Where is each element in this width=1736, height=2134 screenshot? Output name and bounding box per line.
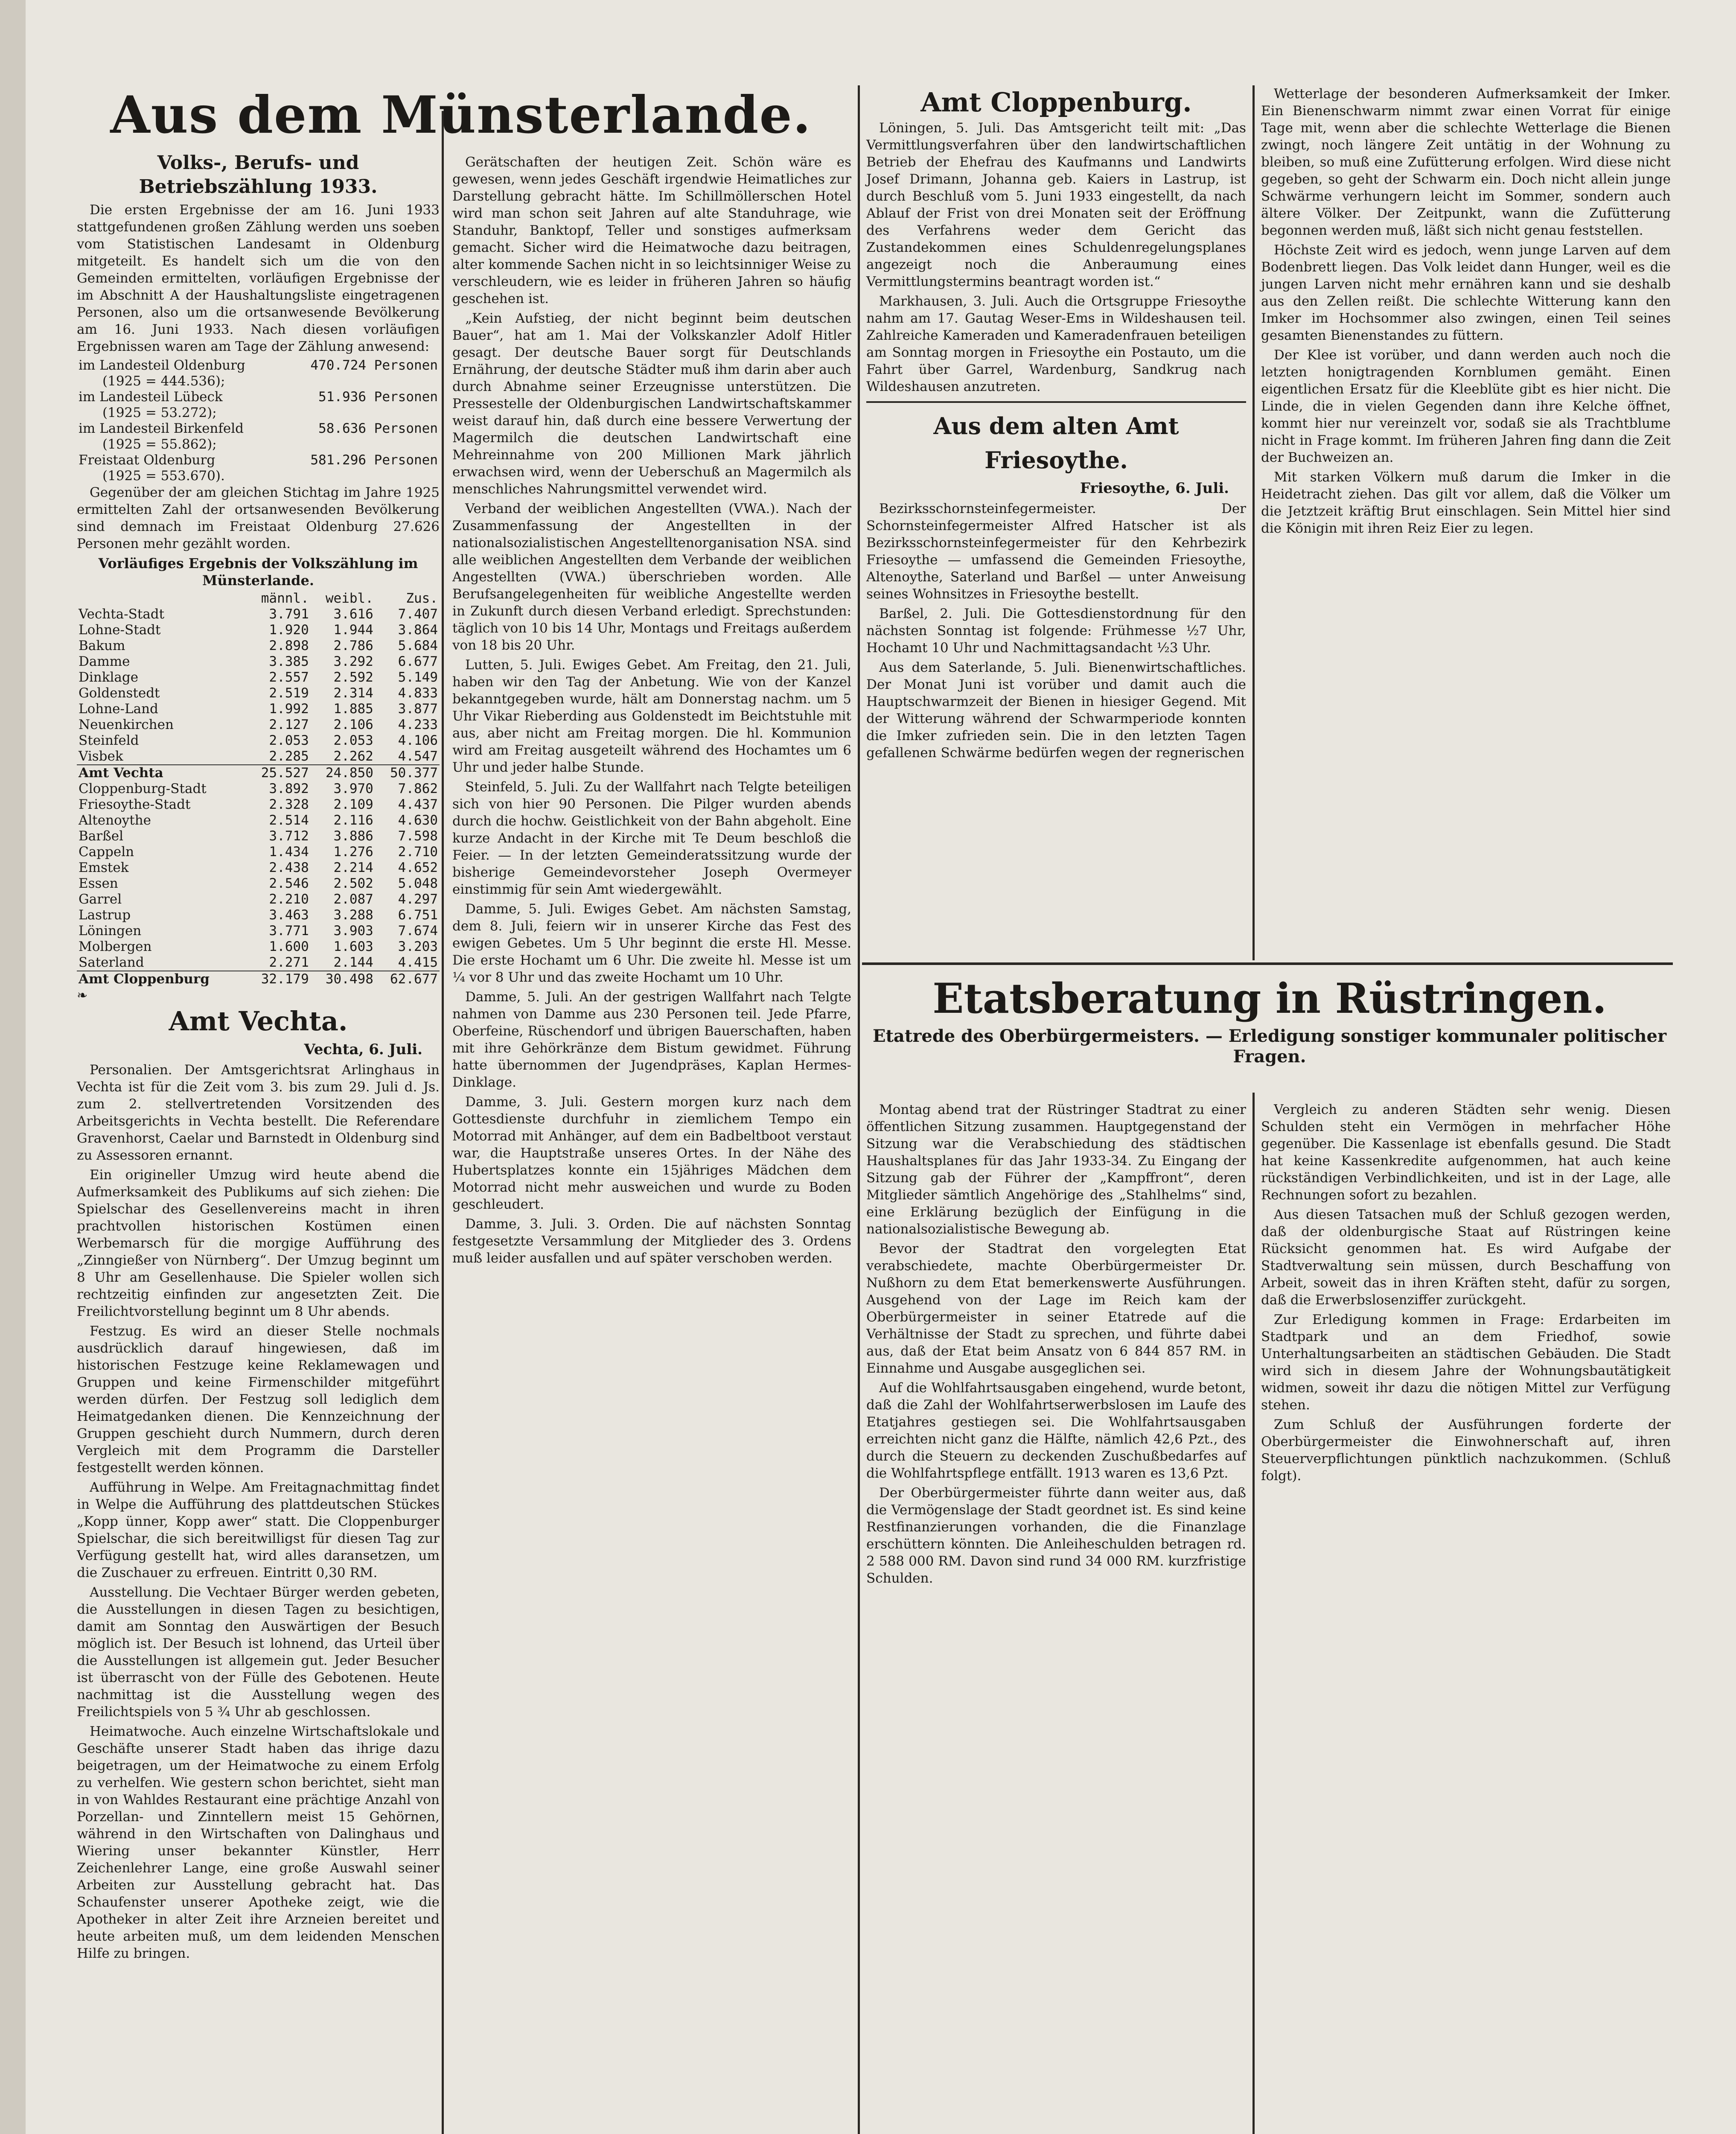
article-paragraph: Damme, 5. Juli. Ewiges Gebet. Am nächsten Samstag, dem 8. Juli, feiern wir in unserer Kirche das Fest des ewigen Gebetes. Um 5 Uhr beginnt die erste Hl. Messe. Die erste Hochamt um 6 Uhr. Die zweite hl. Messe ist um ¼ vor 8 Uhr und das zweite Hochamt um 10 Uhr. [452,901,851,985]
article-paragraph: Heimatwoche. Auch einzelne Wirtschaftslokale und Geschäfte unserer Stadt haben das ihrige dazu beigetragen, um der Heimatwoche zu einem Erfolg zu verhelfen. Wie gestern schon berichtet, sieht man in von Wahldes Restaurant eine prächtige Anzahl von Porzellan- und Zinntellern meist 15 Gehörnen, während in den Wirtschaften von Dalinghaus und Wiering unser bekannter Künstler, Herr Zeichenlehrer Lange, eine große Auswahl seiner Arbeiten zur Ausstellung gebracht hat. Das Schaufenster unserer Apotheke zeigt, wie die Apotheker in alter Zeit ihre Arzneien bereitet und heute arbeiten muß, um dem leidenden Menschen Hilfe zu bringen. [77,1724,440,1961]
census-row: Vechta-Stadt 3.791 3.616 7.407 [79,606,438,622]
ruestringen-right [1261,1101,1671,2134]
column-2 [452,154,851,2134]
census-row: Visbek 2.285 2.262 4.547 [79,749,438,764]
friesoythe-heading: Aus dem alten Amt Friesoythe. [933,412,1179,474]
census-row: Garrel 2.210 2.087 4.297 [79,892,438,907]
census-row: Cappeln 1.434 1.276 2.710 [79,844,438,860]
column-2-articles [452,154,851,1267]
page-title: Aus dem Münsterlande. [110,85,812,145]
article-paragraph: Wetterlage der besonderen Aufmerksamkeit der Imker. Ein Bienenschwarm nimmt zwar einen Vorrat für einige Tage mit, wenn aber die schlechte Wetterlage die Bienen zwingt, noch längere Zeit untätig in der Wohnung zu bleiben, so muß eine Zufütterung erfolgen. Wird diese nicht gegeben, so geht der Schwarm ein. Doch nicht allein junge Schwärme verhungern leicht im Sommer, sondern auch ältere Völker. Der Zeitpunkt, wann die Zufütterung begonnen werden muß, läßt sich nicht genau feststellen. [1261,86,1671,238]
census-row: Goldenstedt 2.519 2.314 4.833 [79,685,438,701]
census-row: Molbergen 1.600 1.603 3.203 [79,939,438,954]
article-paragraph: Mit starken Völkern muß darum die Imker in die Heidetracht ziehen. Das gilt vor allem, daß die Völker um die Jetztzeit kräftig Brut einschlagen. Sein Mittel hier sind die Königin mit ihren Reiz Eier zu legen. [1261,469,1671,536]
ornament: ❧ [77,988,88,1003]
article-paragraph: Bezirksschornsteinfegermeister. Der Schornsteinfegermeister Alfred Hatscher ist als Bezirksschornsteinfegermeister für den Kehrbezirk Friesoythe — umfassend die Gemeinden Friesoythe, Altenoythe, Saterland und Barßel — unter Anweisung seines Wohnsitzes in Friesoythe bestellt. [866,501,1246,602]
article-paragraph: Markhausen, 3. Juli. Auch die Ortsgruppe Friesoythe nahm am 17. Gautag Weser-Ems in Wildeshausen teil. Zahlreiche Kameraden und Kameradenfrauen beteiligen am Sonntag morgen in Friesoythe ein Postauto, um die Fahrt über Garrel, Wardenburg, Sandkrug nach Wildeshausen anzutreten. [866,294,1246,394]
article-paragraph: „Kein Aufstieg, der nicht beginnt beim deutschen Bauer“, hat am 1. Mai der Volkskanzler Adolf Hitler gesagt. Der deutsche Bauer sorgt für Deutschlands Ernährung, der deutsche Städter muß ihm darin aber auch durch Abnahme seiner Erzeugnisse unterstützen. Die Pressestelle der Oldenburgischen Landwirtschaftskammer weist darauf hin, daß durch eine bessere Verwertung der Magermilch die deutschen Landwirtschaft eine Mehreinnahme von 200 Millionen Mark jährlich erwachsen wird, wenn der Ueberschuß an Magermilch als menschliches Nahrungsmittel verwendet wird. [452,311,851,497]
column-rule [1252,85,1255,960]
ruestringen-right-text [1261,1101,1671,1484]
article-paragraph: Zum Schluß der Ausführungen forderte der Oberbürgermeister die Einwohnerschaft auf, ihren Steuerverpflichtungen pünktlich nachzukommen. (Schluß folgt). [1261,1417,1671,1484]
article-paragraph: Montag abend trat der Rüstringer Stadtrat zu einer öffentlichen Sitzung zusammen. Hauptgegenstand der Sitzung war die Verabschiedung des städtischen Haushaltsplanes für das Jahr 1933-34. Zu Eingang der Sitzung gab der Führer der „Kampffront“, deren Mitglieder sämtlich Angehörige des „Stahlhelms“ sind, eine Erklärung bezüglich der Einfügung in die nationalsozialistische Bewegung ab. [866,1102,1246,1237]
vechta-articles [77,1061,440,1962]
article-paragraph: Ausstellung. Die Vechtaer Bürger werden gebeten, die Ausstellungen in diesen Tagen zu besichtigen, damit am Sonntag den Auswärtigen der Besuch möglich ist. Der Besuch ist lohnend, das Urteil über die Ausstellungen ist allgemein gut. Jeder Besucher ist überrascht von der Fülle des Gebotenen. Heute nachmittag ist die Ausstellung wegen des Freilichtspiels von 5 ¾ Uhr ab geschlossen. [77,1585,440,1720]
census-row: Lohne-Stadt 1.920 1.944 3.864 [79,622,438,638]
article-paragraph: Löningen, 5. Juli. Das Amtsgericht teilt mit: „Das Vermittlungsverfahren über den landwirtschaftlichen Betrieb der Ehefrau des Kaufmanns und Landwirts Josef Drimann, Johanna geb. Kaiers in Lastrup, ist durch Beschluß vom 5. Juni 1933 eingestellt, da nach Ablauf der Frist von drei Monaten seit der Eröffnung des Verfahrens weder dem Gericht das Zustandekommen eines Schuldenregelungsplanes angezeigt noch die Anberaumung eines Vermittlungstermins beantragt worden ist.“ [866,120,1246,289]
article-paragraph: Höchste Zeit wird es jedoch, wenn junge Larven auf dem Bodenbrett liegen. Das Volk leidet dann Hunger, weil es die jungen Larven nicht mehr ernähren kann und sie deshalb aus den Zellen reißt. Die schlechte Witterung kann den Imker im Hochsommer also zwingen, einen Teil seines gesamten Bienenstandes zu füttern. [1261,242,1671,343]
article-paragraph: Barßel, 2. Juli. Die Gottesdienstordnung für den nächsten Sonntag ist folgende: Frühmesse ½7 Uhr, Hochamt 10 Uhr und Nachmittagsandacht ½3 Uhr. [866,606,1246,656]
article-paragraph: Gerätschaften der heutigen Zeit. Schön wäre es gewesen, wenn jedes Geschäft irgendwie Heimatliches zur Darstellung gebracht hätte. Im Schillmöllerschen Hotel wird man schon seit Jahren auf alte Standuhrage, wie Standuhr, Banktopf, Teller und sonstiges aufmerksam gemacht. Sicher wird die Heimatwoche dazu beitragen, alter kommende Sachen nicht in so leichtsinniger Weise zu verschleudern, wie es leider in früheren Jahren so häufig geschehen ist. [452,155,851,306]
census-table: männl. weibl. Zus. Vechta-Stadt 3.791 3.616 7.407 Lohne-Stadt 1.920 1.944 3.864 Bakum 2.898 2.786 5.684 Damme 3.385 3.292 6.677 Dinklage 2.557 2.592 5.149 Goldenstedt 2.519 2.314 4.833 Lohne-Land 1.992 1.885 3.877 Neuenkirchen 2.127 2.106 4.233 Steinfeld 2.053 2.053 4.106 Visbek 2.285 2.262 4.547 Amt Vechta 25.527 24.850 50.377 Cloppenburg-Stadt 3.892 3.970 7.862 Friesoythe-Stadt 2.328 2.109 4.437 Altenoythe 2.514 2.116 4.630 Barßel 3.712 3.886 7.598 Cappeln 1.434 1.276 2.710 Emstek 2.438 2.214 4.652 Essen 2.546 2.502 5.048 Garrel 2.210 2.087 4.297 Lastrup 3.463 3.288 6.751 Löningen 3.771 3.903 7.674 Molbergen 1.600 1.603 3.203 Saterland 2.271 2.144 4.415 Amt Cloppenburg 32.179 30.498 62.677 [77,591,440,987]
ruestringen-header [866,973,1673,1093]
column-4 [1261,85,1671,956]
census-sum-row: Amt Cloppenburg 32.179 30.498 62.677 [77,971,440,987]
census-compare: Gegenüber der am gleichen Stichtag im Jahre 1925 ermittelten Zahl der ortsanwesenden Bevölkerung sind demnach im Freistaat Oldenburg 27.626 Personen mehr gezählt worden. [77,485,440,551]
binding-gutter [0,0,26,2134]
article-paragraph: Damme, 3. Juli. Gestern morgen kurz nach dem Gottesdienste durchfuhr in ziemlichem Tempo ein Motorrad mit Anhänger, auf dem ein Badbeltboot verstaut war, die Hauptstraße unseres Ortes. In der Nähe des Hubertsplatzes konnte ein 15jähriges Mädchen dem Motorrad nicht mehr ausweichen und wurde zu Boden geschleudert. [452,1094,851,1212]
bee-article [1261,85,1671,537]
column-3 [866,85,1246,956]
article-paragraph: Verband der weiblichen Angestellten (VWA.). Nach der Zusammenfassung der Angestellten in der nationalsozialistischen Angestelltenorganisation NSA. sind alle weiblichen Angestellten dem Verbande der weiblichen Angestellten (VWA.) überschrieben worden. Alle Berufsangelegenheiten für weibliche Angestellte werden in Zukunft durch diesen Verband erledigt. Sprechstunden: täglich von 10 bis 14 Uhr, Montags und Freitags außerdem von 18 bis 20 Uhr. [452,501,851,653]
friesoythe-dateline: Friesoythe, 6. Juli. [1080,480,1229,497]
vechta-heading: Amt Vechta. [169,1006,348,1037]
column-rule [858,85,860,2134]
article-paragraph: Auf die Wohlfahrtsausgaben eingehend, wurde betont, daß die Zahl der Wohlfahrtserwerbslosen im Laufe des Etatjahres gestiegen sei. Die Wohlfahrtsausgaben erreichten nicht ganz die Hälfte, nämlich 42,6 Pzt., des durch die Steuern zu deckenden Zuschußbedarfes auf die Wohlfahrtspflege entfällt. 1913 waren es 13,6 Pzt. [866,1380,1246,1481]
census-row: Altenoythe 2.514 2.116 4.630 [79,813,438,828]
census-row: Lastrup 3.463 3.288 6.751 [79,907,438,923]
census-row: Steinfeld 2.053 2.053 4.106 [79,733,438,748]
ruestringen-left [866,1101,1246,2134]
article-paragraph: Ein origineller Umzug wird heute abend die Aufmerksamkeit des Publikums auf sich ziehen: Die Spielschar des Gesellenvereins macht in ihren prachtvollen historischen Kostümen einen Werbemarsch für die morgige Aufführung des „Zinngießer von Nürnberg“. Der Umzug beginnt um 8 Uhr am Gesellenhause. Die Spieler wollen sich rechtzeitig einfinden zur angesetzten Zeit. Die Freilichtvorstellung beginnt um 8 Uhr abends. [77,1167,440,1319]
census-row: Emstek 2.438 2.214 4.652 [79,860,438,875]
census-row: Friesoythe-Stadt 2.328 2.109 4.437 [79,797,438,812]
census-intro: Die ersten Ergebnisse der am 16. Juni 1933 stattgefundenen großen Zählung werden uns soeben vom Statistischen Landesamt in Oldenburg mitgeteilt. Es handelt sich um die von den Gemeinden ermittelten, vorläufigen Ergebnisse der im Abschnitt A der Haushaltungsliste eingetragenen Personen, also um die ortsanwesende Bevölkerung am 16. Juni 1933. Nach diesen vorläufigen Ergebnissen waren am Tage der Zählung anwesend: [77,202,440,354]
article-paragraph: Festzug. Es wird an dieser Stelle nochmals ausdrücklich darauf hingewiesen, daß im historischen Festzuge keine Reklamewagen und Gruppen und keine Firmenschilder mitgeführt werden dürfen. Der Festzug soll lediglich dem Heimatgedanken dienen. Die Kennzeichnung der Gruppen geschieht durch Nummern, durch deren Vergleich mit dem Programm die Darsteller festgestellt werden können. [77,1324,440,1475]
census-row: Bakum 2.898 2.786 5.684 [79,638,438,653]
article-paragraph: Steinfeld, 5. Juli. Zu der Wallfahrt nach Telgte beteiligen sich von hier 90 Personen. Die Pilger wurden abends durch die hochw. Geistlichkeit von der Bahn abgeholt. Eine kurze Andacht in der Kirche mit Te Deum beschloß die Feier. — In der letzten Gemeinderatssitzung wurde der bisherige Gemeindevorsteher Joseph Overmeyer einstimmig für sein Amt wiedergewählt. [452,779,851,897]
regions-table: im Landesteil Oldenburg 470.724 Personen (1925 = 444.536); im Landesteil Lübeck 51.936 Personen (1925 = 53.272); im Landesteil Birkenfeld 58.636 Personen (1925 = 55.862); Freistaat Oldenburg 581.296 Personen (1925 = 553.670). [79,358,438,484]
ruestringen-subheading: Etatrede des Oberbürgermeisters. — Erledigung sonstiger kommunaler politischer Fragen. [872,1026,1667,1067]
census-row: Neuenkirchen 2.127 2.106 4.233 [79,717,438,732]
census-row: Barßel 3.712 3.886 7.598 [79,828,438,844]
article-paragraph: Bevor der Stadtrat den vorgelegten Etat verabschiedete, machte Oberbürgermeister Dr. Nußhorn zu dem Etat bemerkenswerte Ausführungen. Ausgehend von der Lage im Reich kam der Oberbürgermeister in seiner Etatrede auf die Verhältnisse der Stadt zu sprechen, und führte dabei aus, daß der Etat beim Ansatz von 6 844 857 RM. in Einnahme und Ausgabe ausgeglichen sei. [866,1241,1246,1376]
article-paragraph: Damme, 3. Juli. 3. Orden. Die auf nächsten Sonntag festgesetzte Versammlung der Mitglieder des 3. Ordens muß leider ausfallen und auf später verschoben werden. [452,1216,851,1266]
ruestringen-left-text [866,1101,1246,1587]
census-row: Essen 2.546 2.502 5.048 [79,876,438,891]
section-rule [862,962,1673,965]
census-row: Damme 3.385 3.292 6.677 [79,654,438,669]
ruestringen-heading: Etatsberatung in Rüstringen. [932,974,1607,1023]
article-paragraph: Damme, 5. Juli. An der gestrigen Wallfahrt nach Telgte nahmen von Damme aus 230 Personen teil. Jede Pfarre, Oberfeine, Rüschendorf und übrigen Bauerschaften, haben mit ihre Gehörkränze dem Bistum gewidmet. Führung hatte übernommen der Jugendpräses, Kaplan Hermes-Dinklage. [452,989,851,1090]
census-row: Dinklage 2.557 2.592 5.149 [79,670,438,685]
article-paragraph: Lutten, 5. Juli. Ewiges Gebet. Am Freitag, den 21. Juli, haben wir den Tag der Anbetung. Wie von der Kanzel bekanntgegeben wurde, hält am Donnerstag nachm. um 5 Uhr Vikar Rieberding aus Goldenstedt im Beichtstuhle mit aus, aber nicht am Freitag morgen. Die hl. Kommunion wird am Freitag ausgeteilt während des Hochamtes um 6 Uhr und jeder halbe Stunde. [452,657,851,775]
census-row: Löningen 3.771 3.903 7.674 [79,923,438,939]
vechta-dateline: Vechta, 6. Juli. [304,1041,422,1058]
article-paragraph: Vergleich zu anderen Städten sehr wenig. Diesen Schulden steht ein Vermögen in mehrfacher Höhe gegenüber. Die Kassenlage ist ebenfalls gesund. Die Stadt hat keine Kassenkredite aufgenommen, hat auch keine rückständigen Verbindlichkeiten, und ist in der Lage, alle Rechnungen sofort zu bezahlen. [1261,1102,1671,1203]
friesoythe-articles [866,500,1246,761]
article-paragraph: Zur Erledigung kommen in Frage: Erdarbeiten im Stadtpark und an dem Friedhof, sowie Unterhaltungsarbeiten an städtischen Gebäuden. Die Stadt wird sich in diesem Jahre der Wohnungsbautätigkeit widmen, soweit ihr dazu die nötigen Mittel zur Verfügung stehen. [1261,1312,1671,1413]
divider [866,401,1246,403]
column-rule [442,111,444,2134]
article-paragraph: Aus dem Saterlande, 5. Juli. Bienenwirtschaftliches. Der Monat Juni ist vorüber und damit auch die Hauptschwarmzeit der Bienen in hiesiger Gegend. Mit der Witterung während der Schwarmperiode konnten die Imker zufrieden sein. Die in den letzten Tagen gefallenen Schwärme bedürfen wegen der regnerischen [866,660,1246,761]
cloppenburg-articles [866,120,1246,395]
article-paragraph: Der Oberbürgermeister führte dann weiter aus, daß die Vermögenslage der Stadt geordnet ist. Es sind keine Restfinanzierungen vorhanden, die die Finanzlage erschüttern könnten. Die Anleiheschulden betragen rd. 2 588 000 RM. Davon sind rund 34 000 RM. kurzfristige Schulden. [866,1485,1246,1586]
census-table-title: Vorläufiges Ergebnis der Volkszählung im Münsterlande. [98,555,418,589]
column-rule [1252,1093,1255,2134]
census-sum-row: Amt Vechta 25.527 24.850 50.377 [77,765,440,781]
article-paragraph: Aus diesen Tatsachen muß der Schluß gezogen werden, daß der oldenburgische Staat auf Rüstringen keine Rücksicht genommen hat. Es wird Aufgabe der Stadtverwaltung sein müssen, durch Beschaffung von Arbeit, soweit das in ihren Kräften steht, dafür zu sorgen, daß die Erwerbslosenziffer zurückgeht. [1261,1207,1671,1308]
census-row: Saterland 2.271 2.144 4.415 [79,955,438,970]
census-heading: Volks-, Berufs- und Betriebszählung 1933. [139,152,378,198]
article-paragraph: Der Klee ist vorüber, und dann werden auch noch die letzten honigtragenden Kornblumen gemäht. Einen eigentlichen Ersatz für die Kleeblüte gibt es hier nicht. Die Linde, die in vielen Gegenden dann ihre Kelche öffnet, kommt hier nur vereinzelt vor, sodaß sie als Trachtblume nicht in Frage kommt. Im früheren Jahren fing dann die Zeit der Buchweizen an. [1261,347,1671,465]
census-row: Cloppenburg-Stadt 3.892 3.970 7.862 [79,781,438,796]
cloppenburg-heading: Amt Cloppenburg. [920,87,1192,118]
census-row: Lohne-Land 1.992 1.885 3.877 [79,701,438,717]
article-paragraph: Personalien. Der Amtsgerichtsrat Arlinghaus in Vechta ist für die Zeit vom 3. bis zum 29. Juli d. Js. zum 2. stellvertretenden Vorsitzenden des Arbeitsgerichts in Vechta bestellt. Die Referendare Gravenhorst, Caelar und Barnstedt in Oldenburg sind zu Assessoren ernannt. [77,1062,440,1163]
article-paragraph: Aufführung in Welpe. Am Freitagnachmittag findet in Welpe die Aufführung des plattdeutschen Stückes „Kopp ünner, Kopp awer“ statt. Die Cloppenburger Spielschar, die sich bereitwilligst für diesen Tag zur Verfügung gestellt hat, wird alles daransetzen, um die Zuschauer zu erfreuen. Eintritt 0,30 RM. [77,1480,440,1580]
